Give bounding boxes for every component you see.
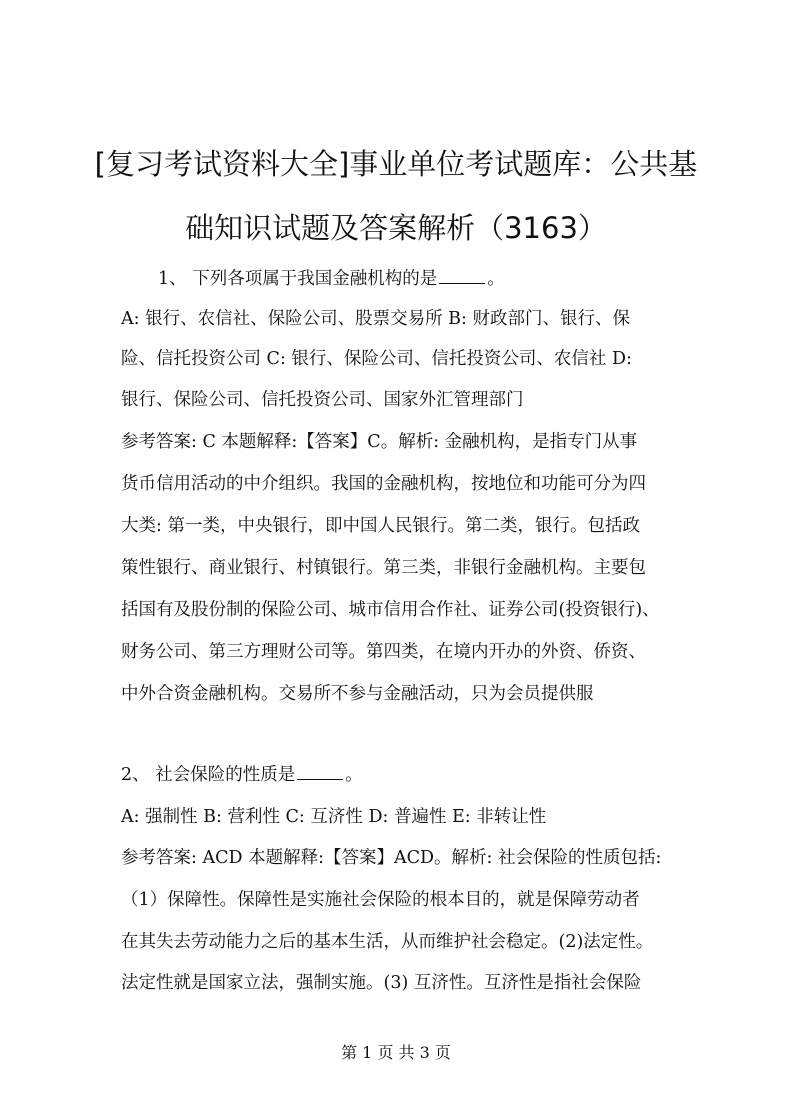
document-title-line-1: [复习考试资料大全]事业单位考试题库：公共基 bbox=[94, 147, 698, 181]
answer-blank bbox=[439, 267, 485, 284]
question-2-answer-line: 在其失去劳动能力之后的基本生活，从而维护社会稳定。(2)法定性。 bbox=[121, 932, 654, 952]
question-1-stem-end: 。 bbox=[487, 269, 505, 289]
question-1-option-line: A: 银行、农信社、保险公司、股票交易所 B: 财政部门、银行、保 bbox=[121, 309, 630, 329]
question-1-answer-line: 货币信用活动的中介组织。我国的金融机构，按地位和功能可分为四 bbox=[121, 474, 646, 494]
question-2-option-line: A: 强制性 B: 营利性 C: 互济性 D: 普遍性 E: 非转让性 bbox=[121, 807, 547, 827]
question-2-stem-end: 。 bbox=[345, 765, 363, 785]
question-1-stem-text: 1、 下列各项属于我国金融机构的是 bbox=[158, 269, 438, 289]
question-1-answer-line: 财务公司、第三方理财公司等。第四类，在境内开办的外资、侨资、 bbox=[121, 642, 646, 662]
question-2-answer-line: （1）保障性。保障性是实施社会保险的根本目的，就是保障劳动者 bbox=[121, 890, 640, 910]
question-1-answer-line: 中外合资金融机构。交易所不参与金融活动，只为会员提供服 bbox=[121, 684, 594, 704]
question-2-stem-text: 2、 社会保险的性质是 bbox=[121, 765, 296, 785]
question-1-option-line: 银行、保险公司、信托投资公司、国家外汇管理部门 bbox=[121, 390, 524, 410]
question-2-answer-line: 参考答案: ACD 本题解释:【答案】ACD。解析: 社会保险的性质包括: bbox=[121, 848, 662, 868]
question-1-answer-line: 参考答案: C 本题解释:【答案】C。解析: 金融机构，是指专门从事 bbox=[121, 432, 638, 452]
question-1-option-line: 险、信托投资公司 C: 银行、保险公司、信托投资公司、农信社 D: bbox=[121, 349, 632, 369]
page-indicator: 第 1 页 共 3 页 bbox=[341, 1043, 451, 1062]
answer-blank bbox=[297, 763, 343, 780]
question-1-answer-line: 大类: 第一类，中央银行，即中国人民银行。第二类，银行。包括政 bbox=[121, 516, 640, 536]
question-1-answer-line: 括国有及股份制的保险公司、城市信用合作社、证券公司(投资银行)、 bbox=[121, 600, 660, 620]
question-1-answer-line: 策性银行、商业银行、村镇银行。第三类，非银行金融机构。主要包 bbox=[121, 558, 646, 578]
question-2-stem bbox=[121, 763, 681, 787]
question-2-answer-line: 法定性就是国家立法，强制实施。(3) 互济性。互济性是指社会保险 bbox=[121, 973, 642, 993]
document-title-line-2: 础知识试题及答案解析（3163） bbox=[185, 211, 607, 245]
question-1-stem bbox=[158, 267, 718, 291]
